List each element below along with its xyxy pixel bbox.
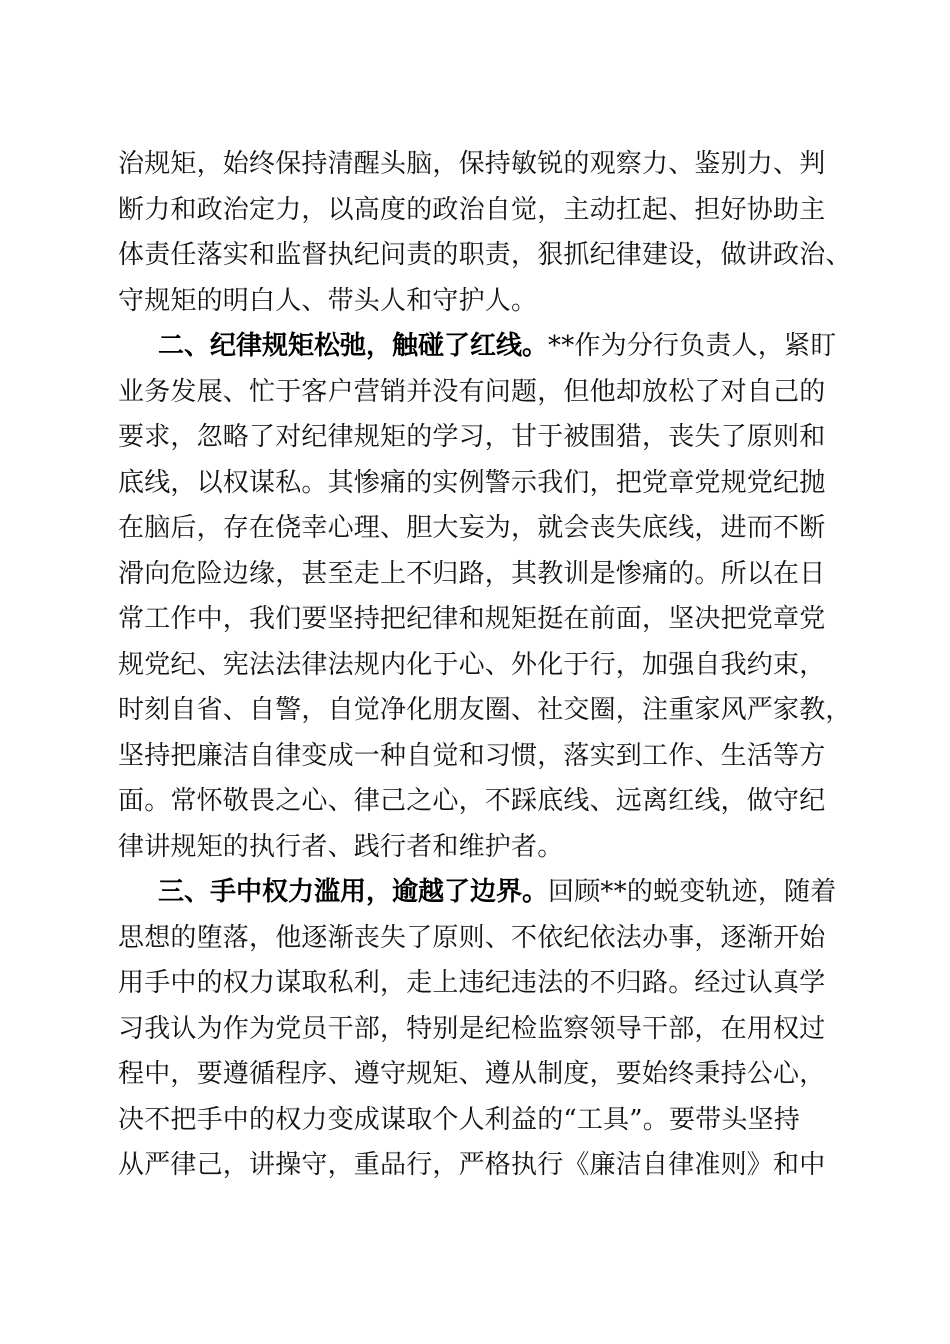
body-line: 体责任落实和监督执纪问责的职责，狠抓纪律建设，做讲政治、 — [118, 240, 852, 270]
body-line: 治规矩，始终保持清醒头脑，保持敏锐的观察力、鉴别力、判 — [118, 149, 826, 179]
body-line: 常工作中，我们要坚持把纪律和规矩挺在前面，坚决把党章党 — [118, 604, 826, 634]
body-line: 决不把手中的权力变成谋取个人利益的“工具”。要带头坚持 — [118, 1105, 800, 1135]
section-heading: 二、纪律规矩松弛，触碰了红线。 — [158, 331, 549, 361]
body-line: 习我认为作为党员干部，特别是纪检监察领导干部，在用权过 — [118, 1014, 826, 1044]
body-line: 在脑后，存在侥幸心理、胆大妄为，就会丧失底线，进而不断 — [118, 513, 826, 543]
body-line: 业务发展、忙于客户营销并没有问题，但他却放松了对自己的 — [118, 377, 826, 407]
body-line: 面。常怀敬畏之心、律己之心，不踩底线、远离红线，做守纪 — [118, 786, 826, 816]
body-line: 程中，要遵循程序、遵守规矩、遵从制度，要始终秉持公心， — [118, 1059, 826, 1089]
section-lead-text: **作为分行负责人，紧盯 — [548, 331, 837, 361]
section-heading: 三、手中权力滥用，逾越了边界。 — [158, 877, 549, 907]
body-line: 思想的堕落，他逐渐丧失了原则、不依纪依法办事，逐渐开始 — [118, 923, 826, 953]
body-line: 断力和政治定力，以高度的政治自觉，主动扛起、担好协助主 — [118, 195, 826, 225]
body-line: 时刻自省、自警，自觉净化朋友圈、社交圈，注重家风严家教， — [118, 695, 852, 725]
body-line: 从严律己，讲操守，重品行，严格执行《廉洁自律准则》和中 — [118, 1150, 826, 1180]
body-line: 要求，忽略了对纪律规矩的学习，甘于被围猎，丧失了原则和 — [118, 422, 826, 452]
body-line: 用手中的权力谋取私利，走上违纪违法的不归路。经过认真学 — [118, 968, 826, 998]
body-line: 守规矩的明白人、带头人和守护人。 — [118, 286, 538, 316]
section-three-line — [158, 877, 836, 907]
body-line: 底线，以权谋私。其惨痛的实例警示我们，把党章党规党纪抛 — [118, 468, 826, 498]
body-line: 规党纪、宪法法律法规内化于心、外化于行，加强自我约束， — [118, 650, 826, 680]
section-two-line — [158, 331, 836, 361]
section-lead-text: 回顾**的蜕变轨迹，随着 — [548, 877, 837, 907]
body-line: 律讲规矩的执行者、践行者和维护者。 — [118, 832, 564, 862]
body-line: 滑向危险边缘，甚至走上不归路，其教训是惨痛的。所以在日 — [118, 559, 826, 589]
body-line: 坚持把廉洁自律变成一种自觉和习惯，落实到工作、生活等方 — [118, 741, 826, 771]
